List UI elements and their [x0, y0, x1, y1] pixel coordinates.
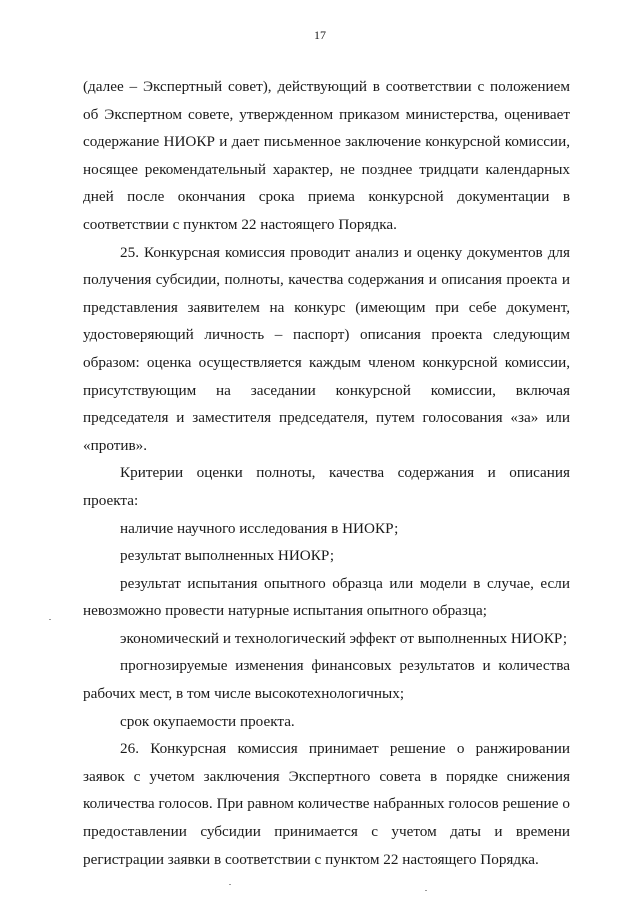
scan-speck	[425, 890, 427, 891]
criteria-item: экономический и технологический эффект от выполненных НИОКР;	[120, 629, 568, 647]
page-number: 17	[314, 28, 326, 42]
criteria-item: наличие научного исследования в НИОКР;	[120, 519, 399, 537]
criteria-item: прогнозируемые изменения финансовых результатов и количества рабочих мест, в том числе высокотехнологичных;	[83, 657, 570, 703]
criteria-item: результат испытания опытного образца или модели в случае, если невозможно провести натурные испытания опытного образца;	[83, 574, 570, 620]
paragraph-25: 25. Конкурсная комиссия проводит анализ и оценку документов для получения субсидии, полноты, качества содержания и описания проекта и представления заявителем на конкурс (имеющим при себе документ, удостоверяющий личность – паспорт) описания проекта следующим образом: оценка осуществляется каждым членом конкурсной комиссии, присутствующим на заседании конкурсной комиссии, включая председателя и заместителя председателя, путем голосования «за» или «против».	[83, 243, 570, 454]
document-body	[83, 73, 570, 873]
criteria-item: результат выполненных НИОКР;	[120, 547, 335, 565]
paragraph-continuation: (далее – Экспертный совет), действующий в соответствии с положением об Экспертном совете, утвержденном приказом министерства, оценивает содержание НИОКР и дает письменное заключение конкурсной комиссии, носящее рекомендательный характер, не позднее тридцати календарных дней после окончания срока приема конкурсной документации в соответствии с пунктом 22 настоящего Порядка.	[83, 78, 570, 233]
criteria-item: срок окупаемости проекта.	[120, 712, 295, 730]
scan-speck	[49, 619, 51, 620]
paragraph-26: 26. Конкурсная комиссия принимает решение о ранжировании заявок с учетом заключения Экспертного совета в порядке снижения количества голосов. При равном количестве набранных голосов решение о предоставлении субсидии принимается с учетом даты и времени регистрации заявки в соответствии с пунктом 22 настоящего Порядка.	[83, 740, 570, 868]
criteria-heading: Критерии оценки полноты, качества содержания и описания проекта:	[83, 464, 570, 509]
scan-speck	[229, 884, 231, 885]
